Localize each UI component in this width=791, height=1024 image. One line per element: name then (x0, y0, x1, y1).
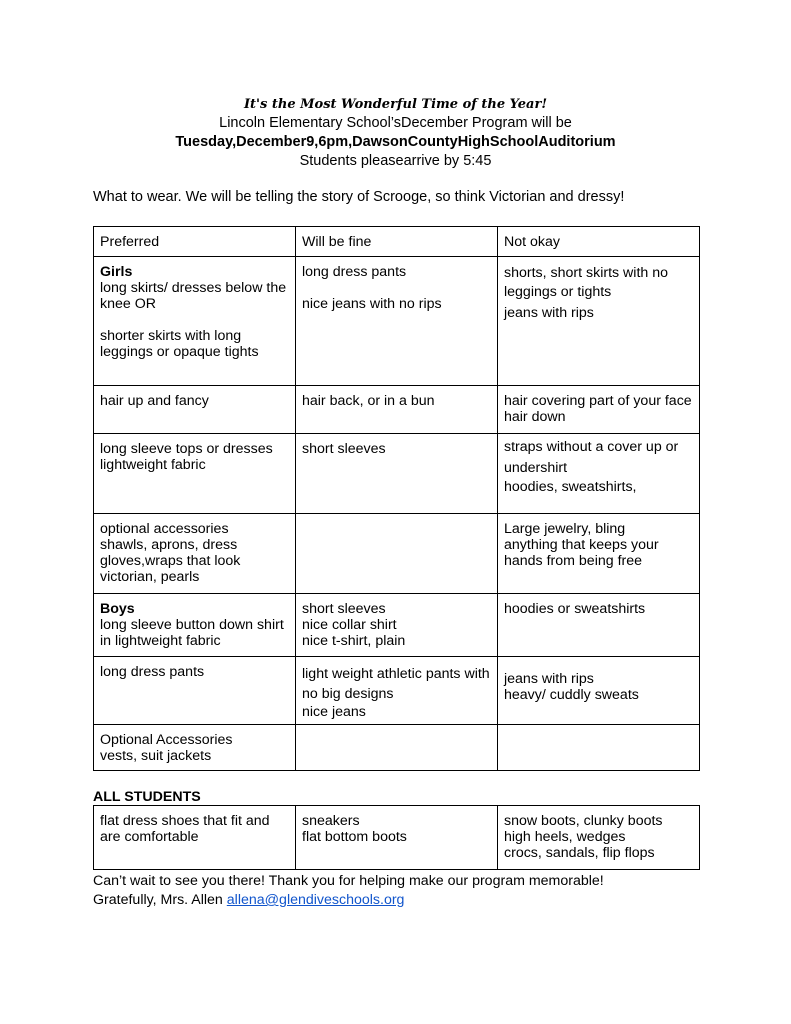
cell-text: hair down (504, 409, 566, 425)
cell-text: long sleeve tops or dresses (100, 441, 273, 457)
preferred-cell (94, 257, 296, 386)
table-row (94, 434, 700, 514)
header-preferred: Preferred (94, 227, 296, 257)
not-ok-cell (498, 594, 700, 657)
not-ok-cell (498, 514, 700, 594)
cell-text: nice jeans with no rips (302, 296, 442, 312)
fine-cell (296, 657, 498, 725)
program-announcement: Lincoln Elementary School’sDecember Program will be (219, 115, 572, 131)
cell-text: flat bottom boots (302, 829, 407, 845)
header-not-okay: Not okay (498, 227, 700, 257)
table-row (94, 806, 700, 870)
fine-cell (296, 257, 498, 386)
fine-cell (296, 725, 498, 771)
cell-text: high heels, wedges (504, 829, 626, 845)
cell-text: hoodies or sweatshirts (504, 601, 646, 617)
preferred-cell (94, 514, 296, 594)
cell-text: straps without a cover up or undershirt (504, 439, 679, 476)
fine-cell (296, 806, 498, 870)
cell-text: shawls, aprons, dress gloves,wraps that look victorian, pearls (100, 537, 241, 585)
not-ok-cell (498, 725, 700, 771)
cell-text: snow boots, clunky boots (504, 813, 663, 829)
all-students-table (93, 805, 700, 870)
table-row (94, 257, 700, 386)
signature-text: Gratefully, Mrs. Allen (93, 892, 227, 908)
table-row (94, 594, 700, 657)
table-row (94, 657, 700, 725)
dress-code-table (93, 226, 700, 771)
cell-text: lightweight fabric (100, 457, 206, 473)
cell-text: long skirts/ dresses below the knee OR (100, 280, 287, 312)
not-ok-cell (498, 434, 700, 514)
cell-text: light weight athletic pants with no big designs (302, 666, 490, 702)
closing-message: Can’t wait to see you there! Thank you for helping make our program memorable! (93, 873, 604, 889)
page-title: It's the Most Wonderful Time of the Year! (243, 97, 548, 112)
cell-text: nice t-shirt, plain (302, 633, 406, 649)
table-row (94, 725, 700, 771)
cell-text: vests, suit jackets (100, 748, 212, 764)
cell-text: shorts, short skirts with no leggings or tights (504, 265, 668, 300)
cell-text: jeans with rips (504, 305, 594, 321)
all-students-heading: ALL STUDENTS (93, 789, 201, 805)
cell-text: crocs, sandals, flip flops (504, 845, 655, 861)
preferred-cell (94, 434, 296, 514)
cell-text: short sleeves (302, 441, 386, 457)
cell-text: heavy/ cuddly sweats (504, 687, 639, 703)
not-ok-cell (498, 657, 700, 725)
program-date-location: Tuesday,December9,6pm,DawsonCountyHighSchoolAuditorium (175, 134, 616, 150)
table-header-row (94, 227, 700, 257)
preferred-cell (94, 725, 296, 771)
cell-text: shorter skirts with long leggings or opaque tights (100, 328, 259, 360)
signature-line (93, 891, 604, 910)
cell-text: optional accessories (100, 521, 229, 537)
header-will-be-fine: Will be fine (296, 227, 498, 257)
not-ok-cell (498, 257, 700, 386)
email-link[interactable]: allena@glendiveschools.org (226, 892, 405, 908)
fine-cell (296, 434, 498, 514)
cell-text: Optional Accessories (100, 732, 233, 748)
cell-text: sneakers (302, 813, 360, 829)
cell-text: long dress pants (100, 664, 205, 680)
cell-text: hair covering part of your face (504, 393, 692, 409)
not-ok-cell (498, 806, 700, 870)
fine-cell (296, 594, 498, 657)
cell-text: long dress pants (302, 264, 407, 280)
cell-text: nice jeans (302, 704, 366, 720)
cell-text: jeans with rips (504, 671, 594, 687)
cell-text: Large jewelry, bling (504, 521, 626, 537)
girls-label: Girls (100, 264, 133, 280)
intro-text: What to wear. We will be telling the story of Scrooge, so think Victorian and dressy! (93, 189, 625, 205)
cell-text: short sleeves (302, 601, 386, 617)
cell-text: hair back, or in a bun (302, 393, 435, 409)
cell-text: nice collar shirt (302, 617, 397, 633)
preferred-cell (94, 806, 296, 870)
cell-text: hair up and fancy (100, 393, 209, 409)
arrival-time: Students pleasearrive by 5:45 (299, 153, 492, 169)
cell-text: flat dress shoes that fit and are comfortable (100, 813, 270, 845)
closing-note (93, 872, 604, 910)
preferred-cell (94, 594, 296, 657)
boys-label: Boys (100, 601, 135, 617)
document-header (0, 96, 791, 171)
table-row (94, 514, 700, 594)
cell-text: anything that keeps your hands from being free (504, 537, 659, 569)
preferred-cell (94, 657, 296, 725)
preferred-cell (94, 386, 296, 434)
cell-text: long sleeve button down shirt in lightweight fabric (100, 617, 284, 649)
cell-text: hoodies, sweatshirts, (504, 479, 637, 495)
fine-cell (296, 514, 498, 594)
fine-cell (296, 386, 498, 434)
not-ok-cell (498, 386, 700, 434)
table-row (94, 386, 700, 434)
